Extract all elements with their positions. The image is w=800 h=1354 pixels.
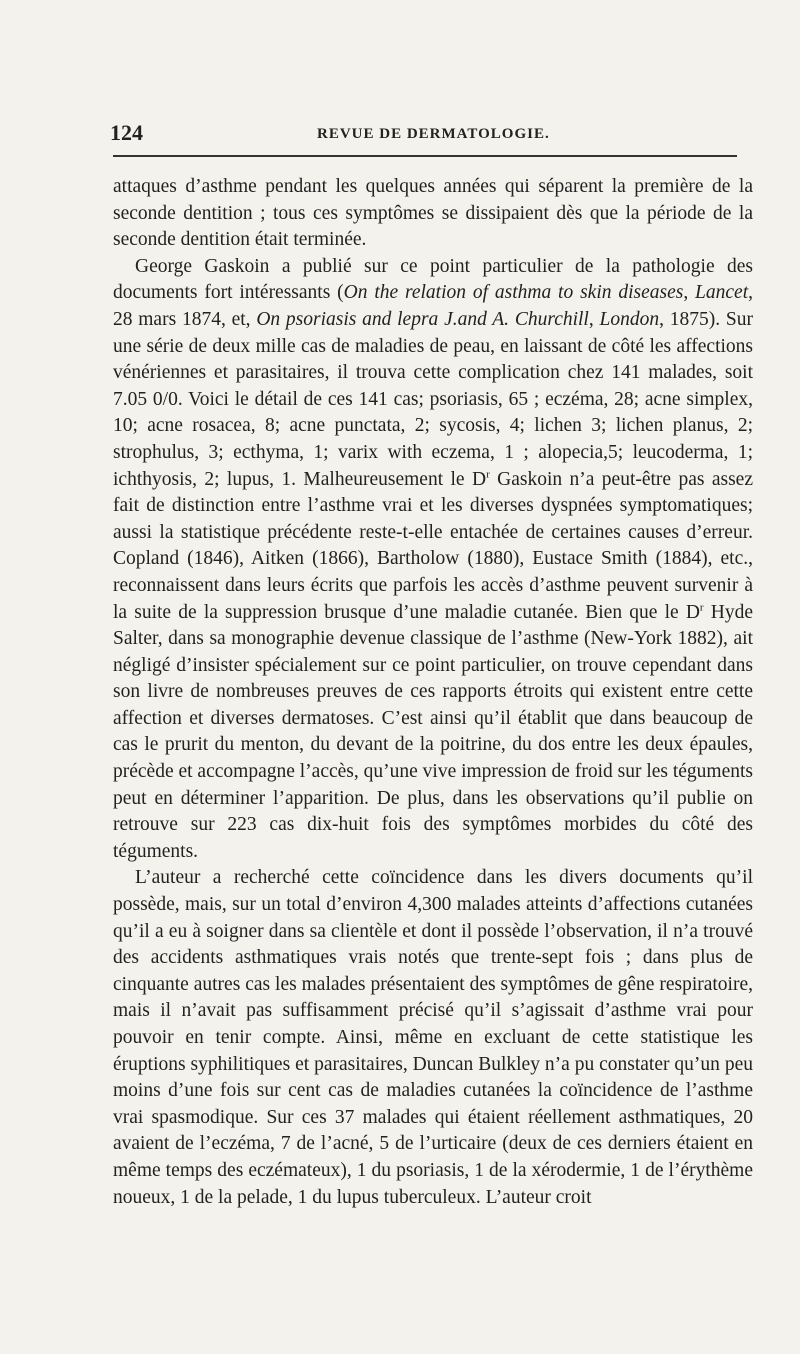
running-title: REVUE DE DERMATOLOGIE. (317, 126, 550, 142)
header-rule (113, 155, 737, 157)
paragraph-2: George Gaskoin a publié sur ce point particulier de la pathologie des documents fort intéressants (On the relation of asthma to skin diseases, Lancet, 28 mars 1874, et, On psoriasis and lepra J.and A. Churchill, London, 1875). Sur une série de deux mille cas de maladies de peau, en laissant de côté les affections vénériennes et parasitaires, il trouva cette complication chez 141 malades, soit 7.05 0/0. Voici le détail de ces 141 cas; psoriasis, 65 ; eczéma, 28; acne simplex, 10; acne rosacea, 8; acne punctata, 2; sycosis, 4; lichen 3; lichen planus, 2; strophulus, 3; ecthyma, 1; varix with eczema, 1 ; alopecia,5; leucoderma, 1; ichthyosis, 2; lupus, 1. Malheureusement le $D^r$ Gaskoin n’a peut-être pas assez fait de distinction entre l’asthme vrai et les diverses dyspnées symptomatiques; aussi la statistique précédente reste-t-elle entachée de certaines causes d’erreur. Copland (1846), Aitken (1866), Bartholow (1880), Eustace Smith (1884), etc., reconnaissent dans leurs écrits que parfois les accès d’asthme peuvent survenir à la suite de la suppression brusque d’une maladie cutanée. Bien que le $D^r$ Hyde Salter, dans sa monographie devenue classique de l’asthme (New-York 1882), ait négligé d’insister spécialement sur ce point particulier, on trouve cependant dans son livre de nombreuses preuves de ces rapports étroits qui existent entre cette affection et diverses dermatoses. C’est ainsi qu’il établit que dans beaucoup de cas le prurit du menton, du devant de la poitrine, du dos entre les deux épaules, précède et accompagne l’accès, qu’une vive impression de froid sur les téguments peut en déterminer l’apparition. De plus, dans les observations qu’il publie on retrouve sur 223 cas dix-huit fois des symptômes morbides du côté des téguments. (113, 255, 754, 862)
page-number: 124 (110, 120, 143, 145)
page-header (110, 120, 750, 146)
paragraph-1: attaques d’asthme pendant les quelques années qui séparent la première de la seconde dentition ; tous ces symptômes se dissipaient dès que la période de la seconde dentition était terminée. (113, 176, 753, 251)
body-text (113, 174, 753, 1211)
paragraph-3: L’auteur a recherché cette coïncidence dans les divers documents qu’il possède, mais, sur un total d’environ 4,300 malades atteints d’affections cutanées qu’il a eu à soigner dans sa clientèle et dont il possède l’observation, il n’a trouvé des accidents asthmatiques vrais notés que trente-sept fois ; dans plus de cinquante autres cas les malades présentaient des symptômes de gêne respiratoire, mais il n’avait pas suffisamment précisé qu’il s’agissait d’asthme vrai pour pouvoir en tenir compte. Ainsi, même en excluant de cette statistique les éruptions syphilitiques et parasitaires, Duncan Bulkley n’a pu constater qu’un peu moins d’une fois sur cent cas de maladies cutanées la coïncidence de l’asthme vrai spasmodique. Sur ces 37 malades qui étaient réellement asthmatiques, 20 avaient de l’eczéma, 7 de l’acné, 5 de l’urticaire (deux de ces derniers étaient en même temps des eczémateux), 1 du psoriasis, 1 de la xérodermie, 1 de l’érythème noueux, 1 de la pelade, 1 du lupus tuberculeux. L’auteur croit (113, 867, 753, 1208)
